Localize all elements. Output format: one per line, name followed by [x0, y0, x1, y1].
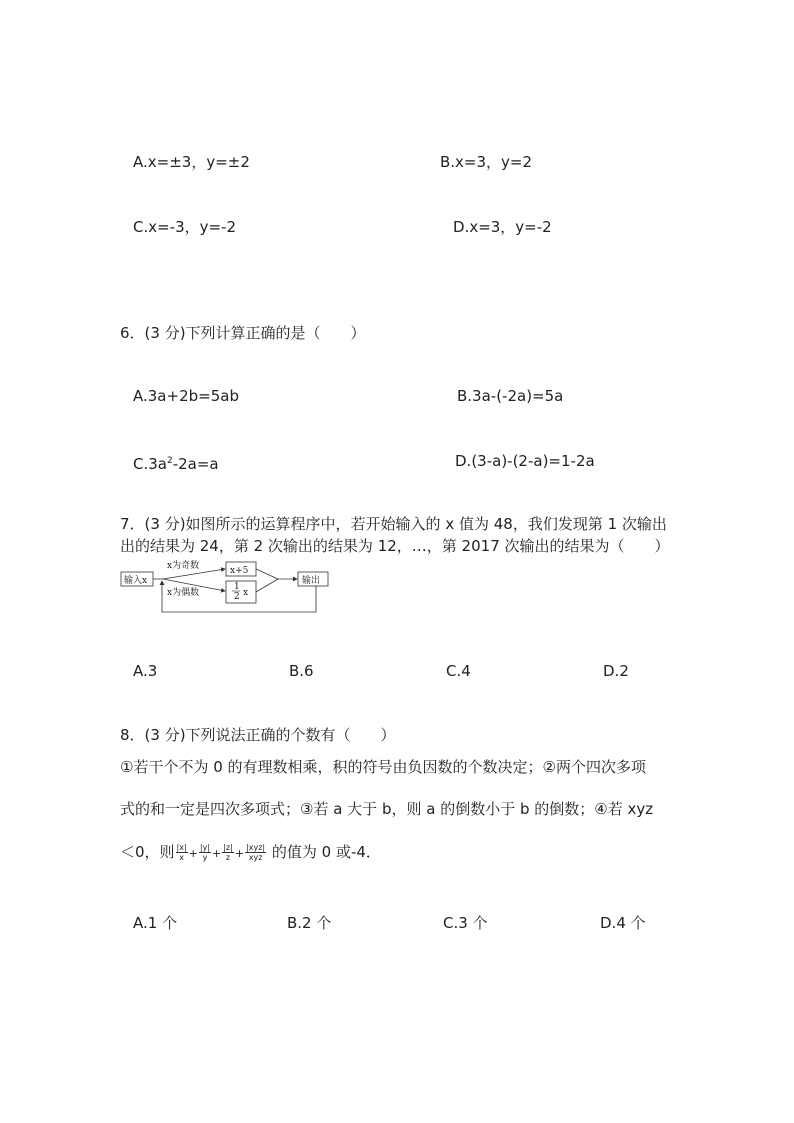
- fraction-denominator: xyz: [248, 853, 263, 862]
- q7-option-c: C.4: [446, 662, 471, 680]
- even-branch-label: x为偶数: [167, 588, 200, 598]
- q8-line3-prefix: ＜0，则: [120, 843, 175, 861]
- plus-sign: +: [212, 847, 222, 860]
- fraction-abs-xyz-over-xyz: [245, 843, 266, 862]
- q7-option-d: D.2: [603, 662, 629, 680]
- fraction-abs-y-over-y: [199, 843, 211, 862]
- q7-stem-line1: 7．(3 分)如图所示的运算程序中，若开始输入的 x 值为 48，我们发现第 1 次输出: [120, 515, 667, 533]
- plus-sign: +: [188, 847, 198, 860]
- operation-flowchart: [120, 559, 332, 617]
- q8-statement-line3: [120, 839, 381, 867]
- q6-option-c: [133, 451, 219, 474]
- fraction-numerator: |x|: [176, 843, 187, 852]
- odd-operation-label: x+5: [230, 566, 249, 576]
- fraction-numerator: |z|: [223, 843, 233, 852]
- q6-option-b: B.3a-(-2a)=5a: [457, 387, 564, 405]
- q6-option-a: A.3a+2b=5ab: [133, 387, 239, 405]
- q6-option-c-exponent: 2: [166, 456, 173, 466]
- q6-option-c-pre: C.3a: [133, 455, 167, 473]
- q6-option-d: D.(3-a)-(2-a)=1-2a: [455, 452, 595, 470]
- output-label: 输出: [302, 576, 321, 586]
- even-operation-denominator: 2: [234, 592, 240, 602]
- q7-option-a: A.3: [133, 662, 158, 680]
- fraction-abs-z-over-z: [222, 843, 234, 862]
- fraction-numerator: |y|: [199, 843, 211, 852]
- q8-statement-line2: 式的和一定是四次多项式；③若 a 大于 b，则 a 的倒数小于 b 的倒数；④若 xyz: [120, 800, 654, 818]
- q8-option-b: B.2 个: [287, 914, 332, 932]
- q5-option-d: D.x=3，y=-2: [453, 218, 552, 236]
- q8-option-d: D.4 个: [600, 914, 646, 932]
- q8-stem: 8．(3 分)下列说法正确的个数有（ ）: [120, 726, 396, 744]
- fraction-denominator: x: [179, 853, 184, 862]
- q6-option-c-post: -2a=a: [172, 455, 219, 473]
- q8-option-a: A.1 个: [133, 914, 178, 932]
- q5-option-c: C.x=-3，y=-2: [133, 218, 237, 236]
- q5-option-b: B.x=3，y=2: [440, 153, 533, 171]
- input-label: 输入x: [124, 576, 148, 586]
- even-operation-numerator: 1: [234, 582, 240, 592]
- plus-sign: +: [234, 847, 245, 860]
- q8-option-c: C.3 个: [443, 914, 488, 932]
- even-operation-box: [226, 581, 256, 603]
- q8-line3-suffix: 的值为 0 或-4．: [271, 843, 381, 861]
- even-operation-variable: x: [243, 588, 249, 598]
- fraction-numerator: |xyz|: [246, 843, 266, 852]
- fraction-denominator: z: [225, 853, 231, 862]
- q7-stem-line2: 出的结果为 24，第 2 次输出的结果为 12，…，第 2017 次输出的结果为（ ）: [120, 537, 670, 555]
- q5-option-a: A.x=±3，y=±2: [133, 153, 250, 171]
- q6-stem: 6．(3 分)下列计算正确的是（ ）: [120, 324, 366, 342]
- even-merge-line: [256, 579, 278, 592]
- fraction-abs-x-over-x: [176, 843, 188, 862]
- fraction-denominator: y: [202, 853, 208, 862]
- odd-merge-line: [256, 569, 278, 579]
- q8-statement-line1: ①若干个不为 0 的有理数相乘，积的符号由负因数的个数决定；②两个四次多项: [120, 758, 646, 776]
- q7-option-b: B.6: [289, 662, 314, 680]
- odd-branch-label: x为奇数: [167, 561, 200, 571]
